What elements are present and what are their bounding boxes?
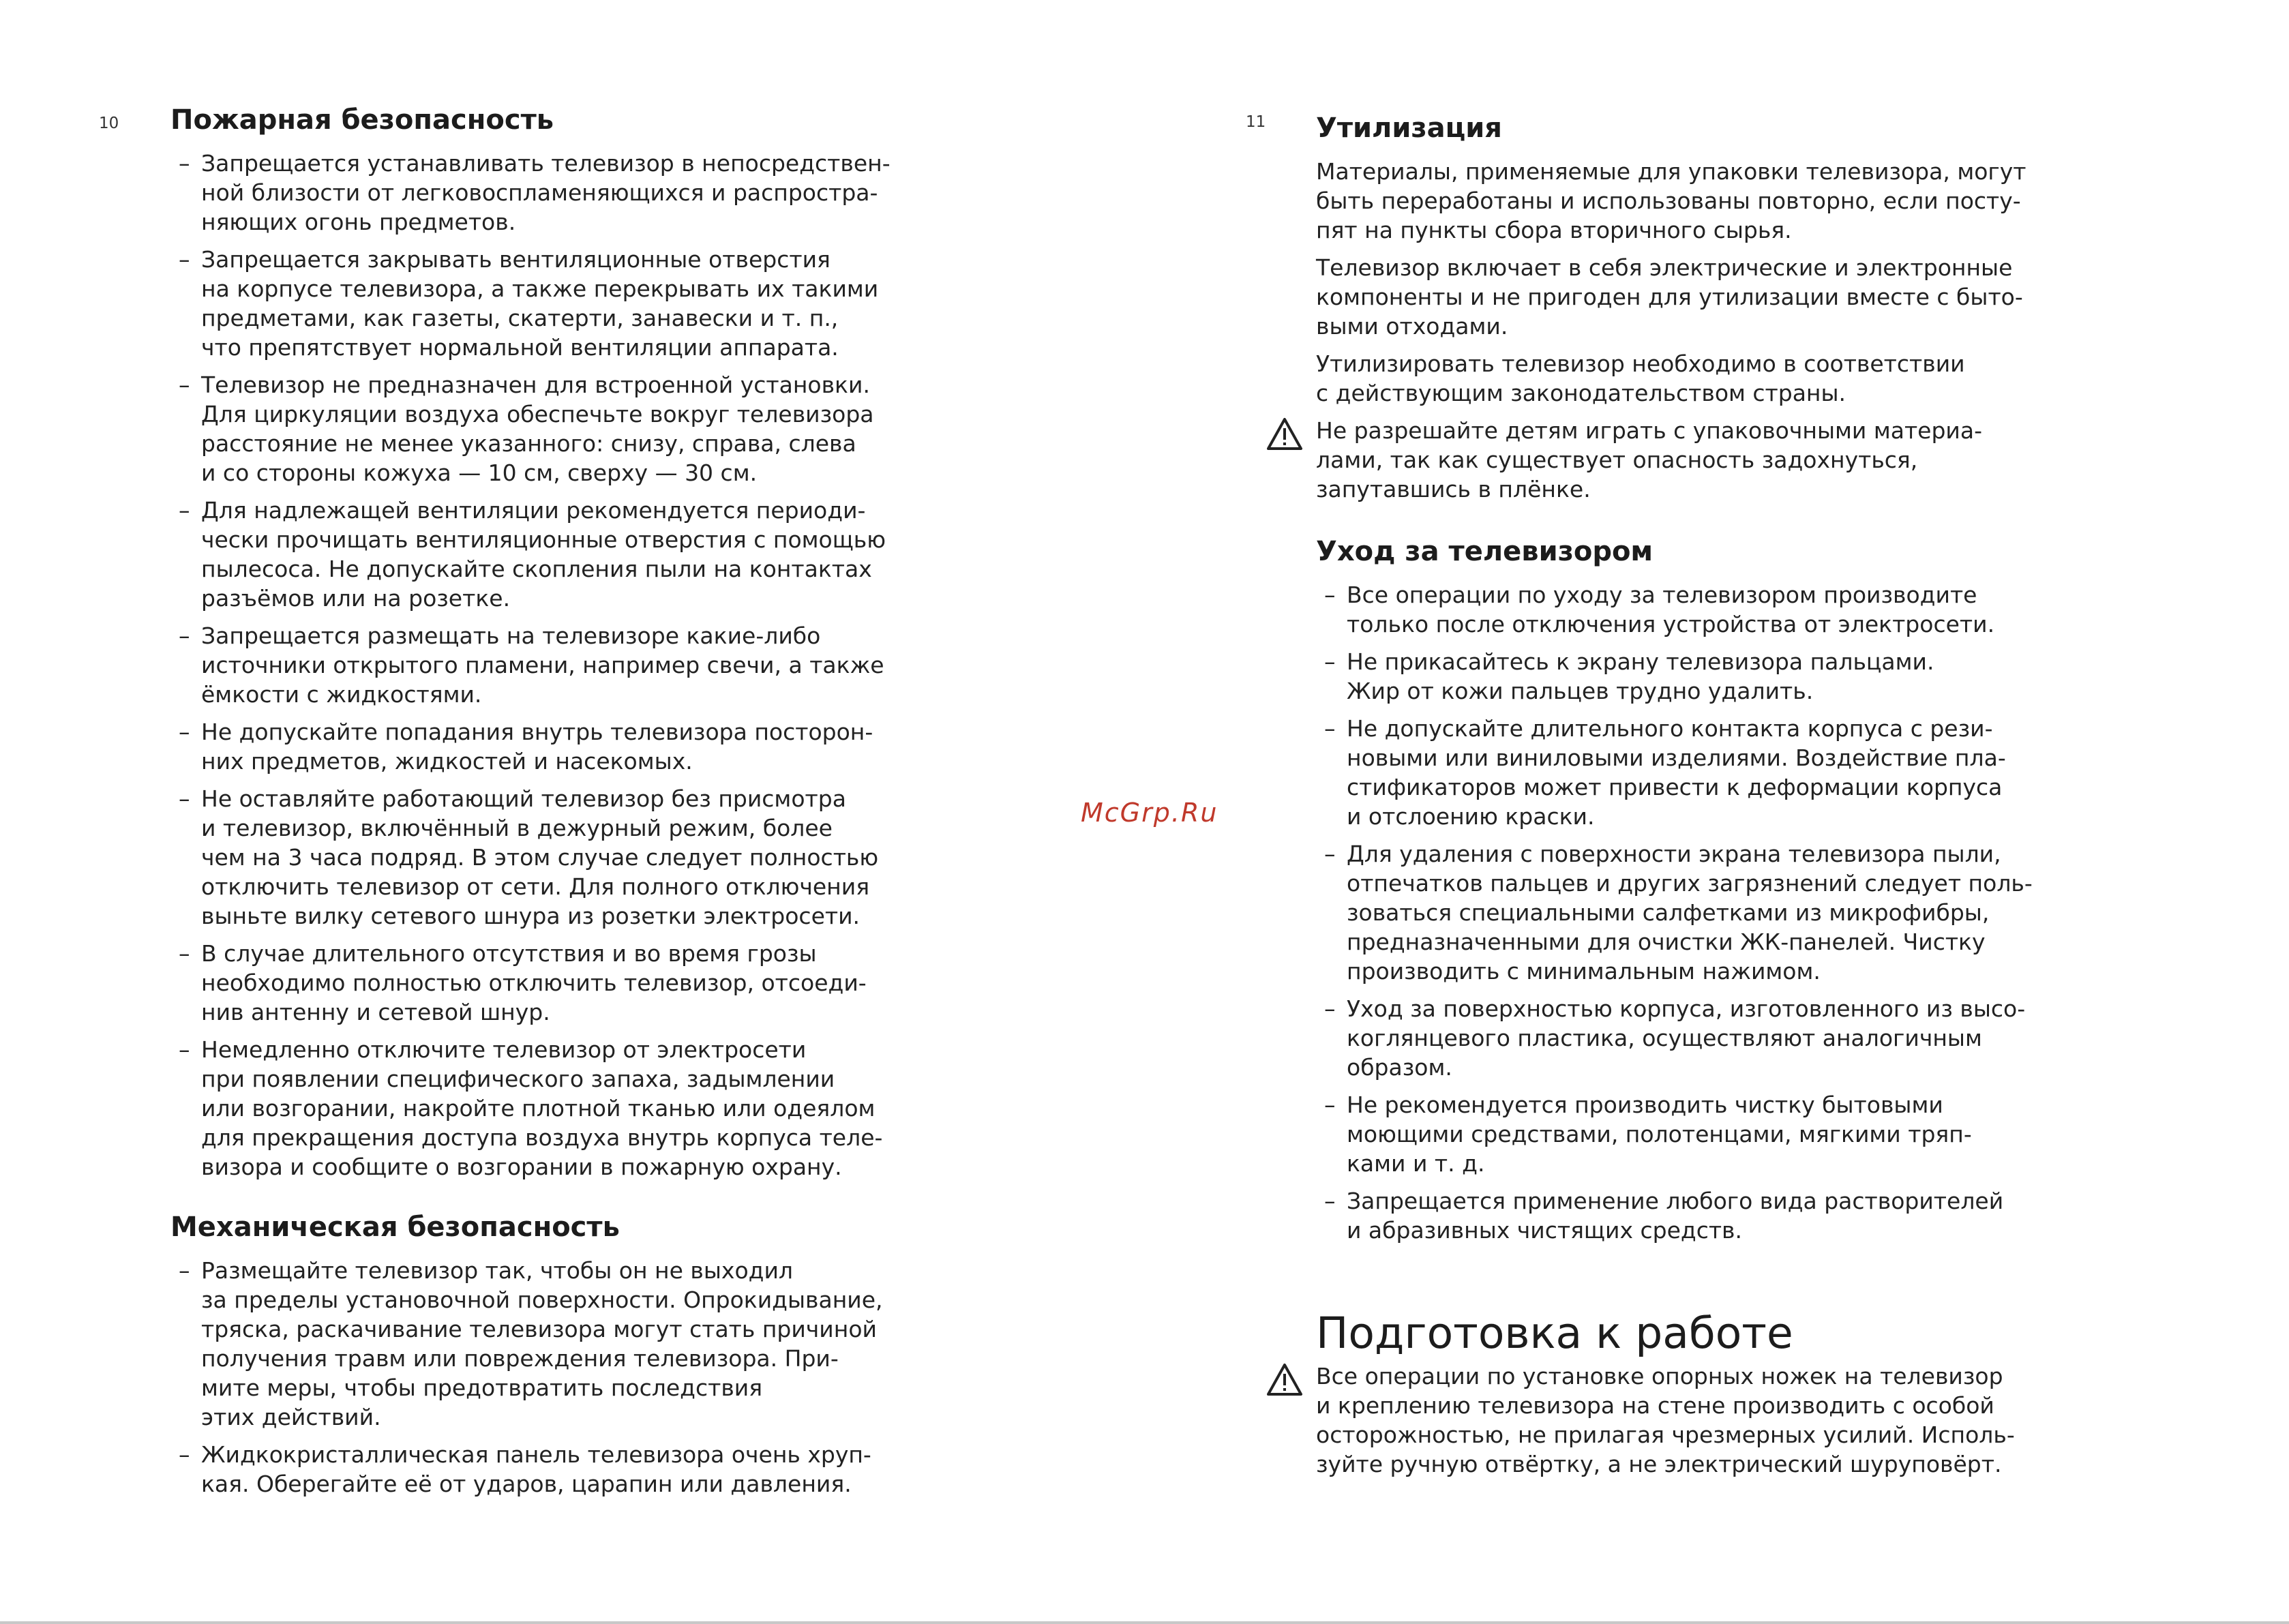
paragraph: Материалы, применяемые для упаковки телевизора, могут быть переработаны и использованы повторно, если посту- пят на пункты сбора вторичного сырья. (1316, 158, 2026, 243)
list-item: – Размещайте телевизор так, чтобы он не выходил за пределы установочной поверхности. Опрокидывание, тряска, раскачивание телевизора могут стать причиной получения травм или повреждения телевизора. При- мите меры, чтобы предотвратить последствия этих действий. (170, 1256, 1071, 1432)
chapter-heading: Подготовка к работе (1316, 1308, 1793, 1358)
warning-note (1316, 1362, 2223, 1479)
warning-text: Все операции по установке опорных ножек на телевизор и креплению телевизора на стене производить с особой осторожностью, не прилагая чрезмерных усилий. Исполь- зуйте ручную отвёртку, а не электрический шуруповёрт. (1316, 1363, 2015, 1477)
paragraph: Телевизор включает в себя электрические и электронные компоненты и не пригоден для утилизации вместе с быто- выми отходами. (1316, 254, 2023, 340)
bottom-divider (0, 1621, 2289, 1624)
page-number: 10 (99, 115, 119, 132)
list-item: – Запрещается закрывать вентиляционные отверстия на корпусе телевизора, а также перекрывать их такими предметами, как газеты, скатерти, занавески и т. п., что препятствует нормальной вентиляции аппарата. (170, 245, 1071, 362)
list-item: – Для надлежащей вентиляции рекомендуется периоди- чески прочищать вентиляционные отверстия с помощью пылесоса. Не допускайте скопления пыли на контактах разъёмов или на розетке. (170, 496, 1071, 613)
warning-text: Не разрешайте детям играть с упаковочными материа- лами, так как существует опасность задохнуться, запутавшись в плёнке. (1316, 417, 1982, 502)
fire-safety-list (170, 149, 1071, 1182)
warning-triangle-icon (1266, 417, 1303, 451)
list-item: – В случае длительного отсутствия и во время грозы необходимо полностью отключить телевизор, отсоеди- нив антенну и сетевой шнур. (170, 939, 1071, 1027)
list-item: – Не допускайте попадания внутрь телевизора посторон- них предметов, жидкостей и насекомых. (170, 717, 1071, 776)
section-heading: Механическая безопасность (170, 1212, 620, 1243)
list-item: – Уход за поверхностью корпуса, изготовленного из высо- коглянцевого пластика, осуществляют аналогичным образом. (1316, 994, 2223, 1082)
list-item: – Немедленно отключите телевизор от электросети при появлении специфического запаха, задымлении или возгорании, накройте плотной тканью или одеялом для прекращения доступа воздуха внутрь корпуса теле- визора и сообщите о возгорании в пожарную охрану. (170, 1035, 1071, 1182)
list-item: – Телевизор не предназначен для встроенной установки. Для циркуляции воздуха обеспечьте вокруг телевизора расстояние не менее указанного: снизу, справа, слева и со стороны кожуха — 10 см, сверху — 30 см. (170, 370, 1071, 487)
paragraph: Утилизировать телевизор необходимо в соответствии с действующим законодательством страны. (1316, 350, 1965, 406)
warning-triangle-icon (1266, 1363, 1303, 1397)
list-item: – Для удаления с поверхности экрана телевизора пыли, отпечатков пальцев и других загрязнений следует поль- зоваться специальными салфетками из микрофибры, предназначенными для очистки ЖК-панелей. Чистку производить с минимальным нажимом. (1316, 839, 2223, 986)
fire-safety-section (170, 105, 1071, 1507)
warning-note (1316, 416, 2223, 504)
list-item: – Не прикасайтесь к экрану телевизора пальцами. Жир от кожи пальцев трудно удалить. (1316, 647, 2223, 706)
mechanical-safety-list (170, 1256, 1071, 1499)
list-item: – Не рекомендуется производить чистку бытовыми моющими средствами, полотенцами, мягкими тряп- ками и т. д. (1316, 1090, 2223, 1178)
page-number: 11 (1246, 113, 1266, 131)
list-item: – Жидкокристаллическая панель телевизора очень хруп- кая. Оберегайте её от ударов, царапин или давления. (170, 1440, 1071, 1499)
list-item: – Запрещается применение любого вида растворителей и абразивных чистящих средств. (1316, 1186, 2223, 1245)
section-heading: Утилизация (1316, 112, 1502, 144)
list-item: – Запрещается размещать на телевизоре какие-либо источники открытого пламени, например свечи, а также ёмкости с жидкостями. (170, 621, 1071, 709)
care-list (1316, 580, 2223, 1245)
watermark: McGrp.Ru (1081, 798, 1218, 828)
disposal-section (1316, 113, 2223, 1487)
list-item: – Не оставляйте работающий телевизор без присмотра и телевизор, включённый в дежурный режим, более чем на 3 часа подряд. В этом случае следует полностью отключить телевизор от сети. Для полного отключения выньте вилку сетевого шнура из розетки электросети. (170, 784, 1071, 931)
list-item: – Не допускайте длительного контакта корпуса с рези- новыми или виниловыми изделиями. Воздействие пла- стификаторов может привести к деформации корпуса и отслоению краски. (1316, 714, 2223, 831)
list-item: – Все операции по уходу за телевизором производите только после отключения устройства от электросети. (1316, 580, 2223, 639)
section-heading: Уход за телевизором (1316, 536, 1654, 567)
section-heading: Пожарная безопасность (170, 104, 554, 136)
list-item: – Запрещается устанавливать телевизор в непосредствен- ной близости от легковоспламеняющихся и распростра- няющих огонь предметов. (170, 149, 1071, 237)
